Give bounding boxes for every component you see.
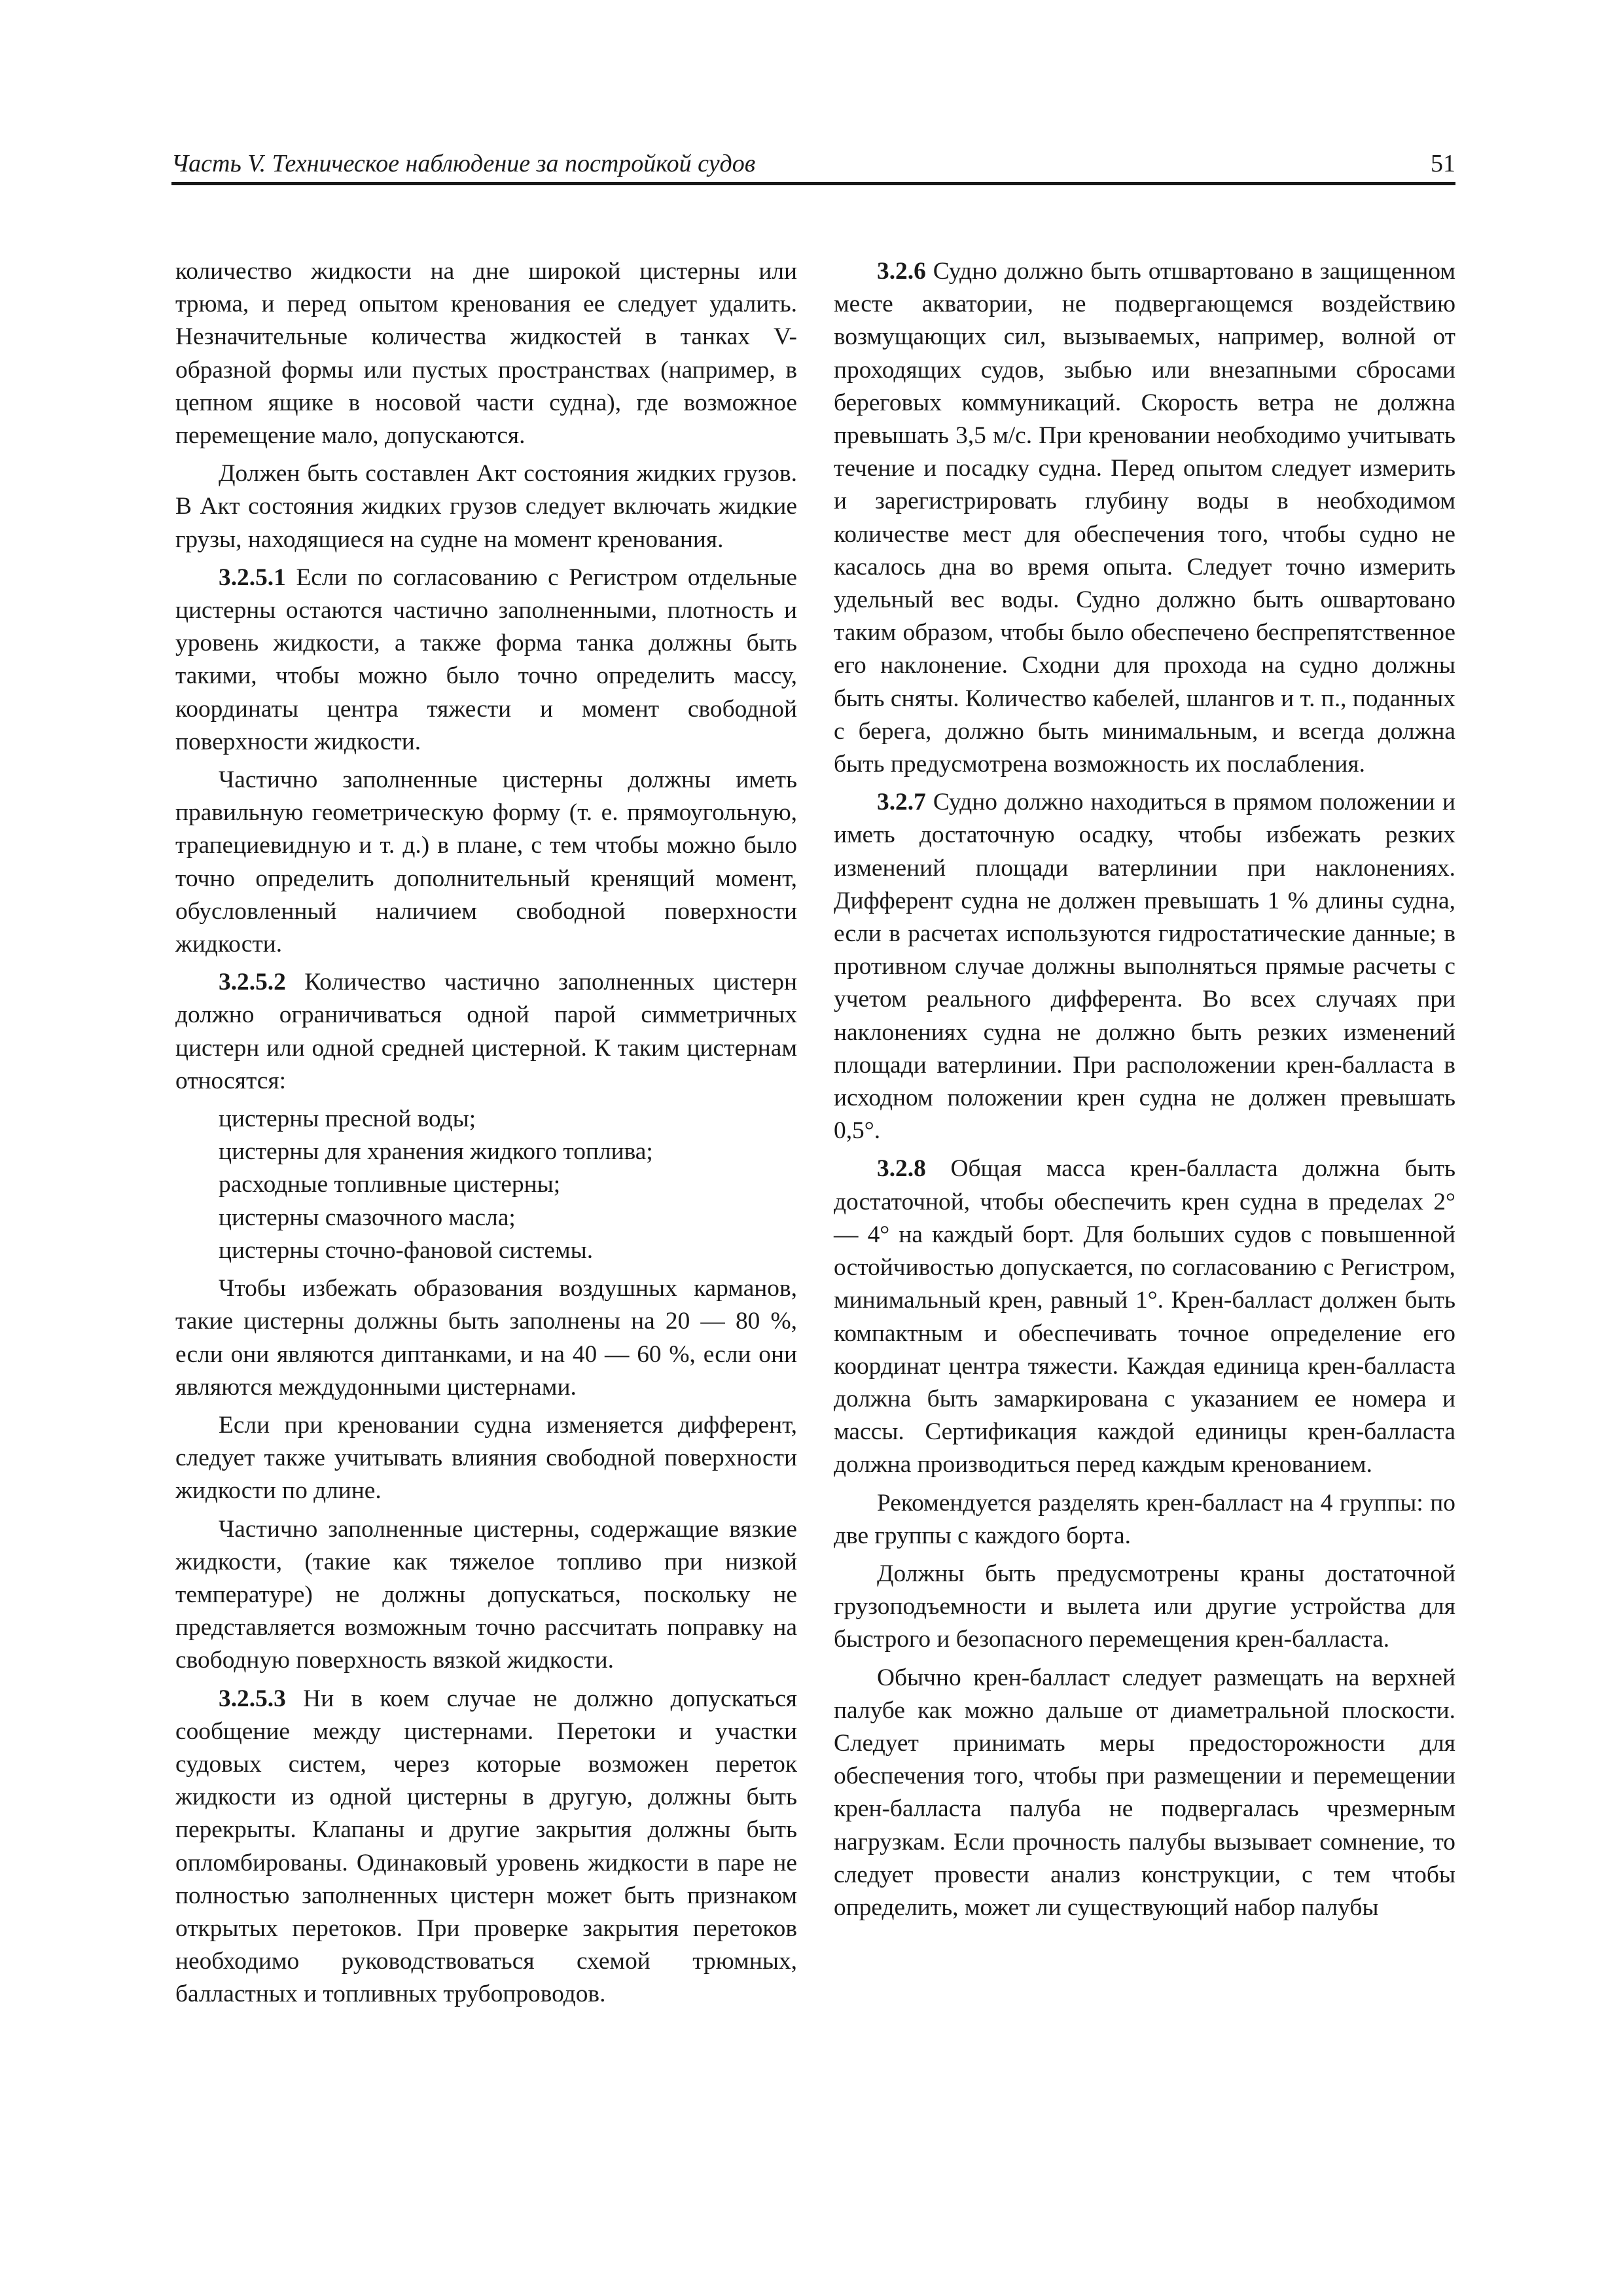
paragraph: Должны быть предусмотрены краны достаточной грузоподъемности и вылета или другие устройства для быстрого и безопасного перемещения крен-балласта.	[834, 1560, 1455, 1653]
section-text: Ни в коем случае не должно допускаться сообщение между цистернами. Перетоки и участки судовых систем, через которые возможен переток жидкости из одной цистерны в другую, должны быть перекрыты. Клапаны и другие закрытия должны быть опломбированы. Одинаковый уровень жидкости в паре не полностью заполненных цистерн может быть признаком открытых перетоков. При проверке закрытия перетоков необходимо руководствоваться схемой трюмных, балластных и топливных трубопроводов.	[175, 1685, 797, 2008]
paragraph: Обычно крен-балласт следует размещать на верхней палубе как можно дальше от диаметральной плоскости. Следует принимать меры предосторожности для обеспечения того, чтобы при размещении и перемещении крен-балласта палуба не подвергалась чрезмерным нагрузкам. Если прочность палубы вызывает сомнение, то следует провести анализ конструкции, с тем чтобы определить, может ли существующий набор палубы	[834, 1664, 1455, 1921]
section-3-2-8	[834, 1153, 1455, 1481]
section-number: 3.2.5.2	[219, 969, 286, 996]
list-item: цистерны смазочного масла;	[219, 1204, 516, 1231]
section-3-2-6	[834, 255, 1455, 781]
paragraph: Частично заполненные цистерны должны иметь правильную геометрическую форму (т. е. прямоугольную, трапециевидную и т. д.) в плане, с тем чтобы можно было точно определить дополнительный кренящий момент, обусловленный наличием свободной поверхности жидкости.	[175, 766, 797, 958]
paragraph: количество жидкости на дне широкой цистерны или трюма, и перед опытом кренования ее следует удалить. Незначительные количества жидкостей в танках V-образной формы или пустых пространствах (например, в цепном ящике в носовой части судна), где возможное перемещение мало, допускаются.	[175, 258, 797, 450]
right-column	[834, 255, 1455, 1929]
paragraph: Должен быть составлен Акт состояния жидких грузов. В Акт состояния жидких грузов следует включать жидкие грузы, находящиеся на судне на момент кренования.	[175, 460, 797, 553]
header-title: Часть V. Техническое наблюдение за постройкой судов	[171, 150, 756, 177]
paragraph: Частично заполненные цистерны, содержащие вязкие жидкости, (такие как тяжелое топливо при низкой температуре) не должны допускаться, поскольку не представляется возможным точно рассчитать поправку на свободную поверхность вязкой жидкости.	[175, 1515, 797, 1674]
section-number: 3.2.5.3	[219, 1685, 286, 1712]
section-text: Количество частично заполненных цистерн должно ограничиваться одной парой симметричных цистерн или одной средней цистерной. К таким цистернам относятся:	[175, 969, 797, 1094]
list-item: цистерны пресной воды;	[219, 1105, 476, 1133]
section-3-2-5-3	[175, 1683, 797, 2011]
list-item: расходные топливные цистерны;	[219, 1171, 561, 1198]
section-3-2-5-1	[175, 562, 797, 759]
section-text: Судно должно быть отшвартовано в защищенном месте акватории, не подвергающемся воздействию возмущающих сил, вызываемых, например, волной от проходящих судов, зыбью или внезапными сбросами береговых коммуникаций. Скорость ветра не должна превышать 3,5 м/с. При креновании необходимо учитывать течение и посадку судна. Перед опытом следует измерить и зарегистрировать глубину воды в необходимом количестве мест для обеспечения того, чтобы судно не касалось дна во время опыта. Следует точно измерить удельный вес воды. Судно должно быть ошвартовано таким образом, чтобы было обеспечено беспрепятственное его наклонение. Сходни для прохода на судно должны быть сняты. Количество кабелей, шлангов и т. п., поданных с берега, должно быть минимальным, и всегда должна быть предусмотрена возможность их послабления.	[834, 258, 1455, 778]
list-item: цистерны сточно-фановой системы.	[219, 1236, 594, 1264]
section-text: Общая масса крен-балласта должна быть достаточной, чтобы обеспечить крен судна в пределах 2° — 4° на каждый борт. Для больших судов с повышенной остойчивостью допускается, по согласованию с Регистром, минимальный крен, равный 1°. Крен-балласт должен быть компактным и обеспечивать точное определение его координат центра тяжести. Каждая единица крен-балласта должна быть замаркирована с указанием ее номера и массы. Сертификация каждой единицы крен-балласта должна производиться перед каждым кренованием.	[834, 1155, 1455, 1479]
section-number: 3.2.7	[877, 789, 926, 816]
section-number: 3.2.8	[877, 1155, 926, 1183]
left-column	[175, 255, 797, 2017]
section-text: Если по согласованию с Регистром отдельные цистерны остаются частично заполненными, плотность и уровень жидкости, а также форма танка должны быть такими, чтобы можно было точно определить массу, координаты центра тяжести и момент свободной поверхности жидкости.	[175, 564, 797, 755]
running-header	[171, 141, 1455, 185]
paragraph: Если при креновании судна изменяется дифферент, следует также учитывать влияния свободной поверхности жидкости по длине.	[175, 1411, 797, 1505]
section-3-2-7	[834, 786, 1455, 1147]
list-item: цистерны для хранения жидкого топлива;	[219, 1138, 653, 1166]
section-number: 3.2.5.1	[219, 564, 286, 591]
section-3-2-5-2	[175, 966, 797, 1098]
page-number: 51	[1431, 150, 1455, 177]
paragraph: Рекомендуется разделять крен-балласт на 4 группы: по две группы с каждого борта.	[834, 1489, 1455, 1549]
section-number: 3.2.6	[877, 258, 926, 285]
paragraph: Чтобы избежать образования воздушных карманов, такие цистерны должны быть заполнены на 20 — 80 %, если они являются диптанками, и на 40 — 60 %, если они являются междудонными цистернами.	[175, 1275, 797, 1401]
section-text: Судно должно находиться в прямом положении и иметь достаточную осадку, чтобы избежать резких изменений площади ватерлинии при наклонениях. Дифферент судна не должен превышать 1 % длины судна, если в расчетах используются гидростатические данные; в противном случае должны выполняться прямые расчеты с учетом реального дифферента. Во всех случаях при наклонениях судна не должно быть резких изменений площади ватерлинии. При расположении крен-балласта в исходном положении крен судна не должен превышать 0,5°.	[834, 789, 1455, 1145]
